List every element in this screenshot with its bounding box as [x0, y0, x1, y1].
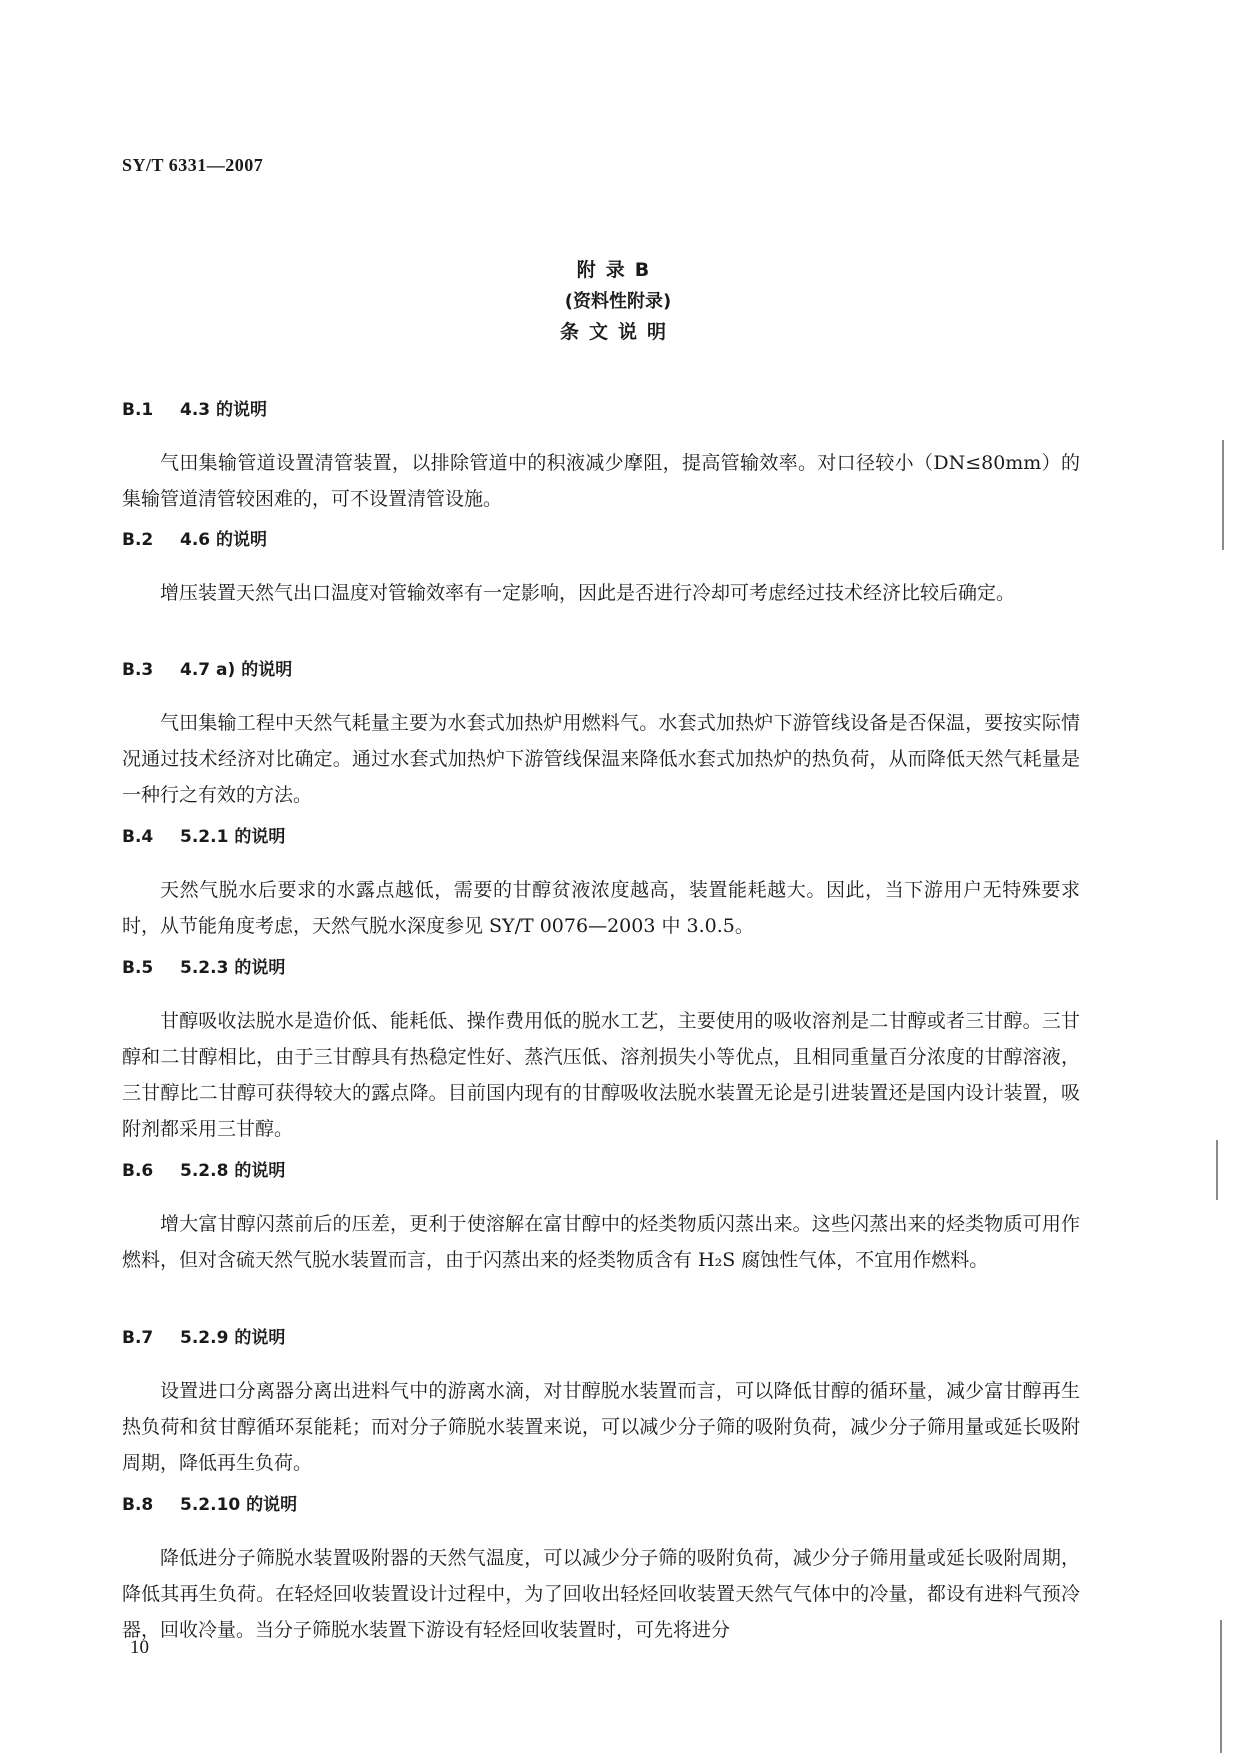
section-b2 [122, 525, 1080, 611]
section-body: 气田集输管道设置清管装置，以排除管道中的积液减少摩阻，提高管输效率。对口径较小（DN≤80mm）的集输管道清管较困难的，可不设置清管设施。 [122, 452, 1080, 510]
section-title: 4.6 的说明 [180, 530, 268, 550]
section-title: 5.2.3 的说明 [180, 958, 286, 978]
appendix-title: 附录B [576, 259, 660, 281]
section-number: B.1 [122, 400, 154, 420]
section-title: 4.7 a) 的说明 [180, 660, 293, 680]
appendix-subtitle: (资料性附录) [564, 291, 672, 312]
scan-edge-mark [1222, 440, 1224, 550]
standard-code: SY/T 6331—2007 [122, 155, 264, 175]
section-heading [122, 525, 1080, 555]
section-number: B.2 [122, 530, 154, 550]
section-heading [122, 1490, 1080, 1520]
section-number: B.5 [122, 958, 154, 978]
section-heading [122, 822, 1080, 852]
section-number: B.6 [122, 1161, 154, 1181]
section-number: B.3 [122, 660, 154, 680]
section-body: 天然气脱水后要求的水露点越低，需要的甘醇贫液浓度越高，装置能耗越大。因此，当下游用户无特殊要求时，从节能角度考虑，天然气脱水深度参见 SY/T 0076—2003 中 3.0.5。 [122, 879, 1080, 937]
section-b4 [122, 822, 1080, 944]
section-number: B.8 [122, 1495, 154, 1515]
section-body: 增压装置天然气出口温度对管输效率有一定影响，因此是否进行冷却可考虑经过技术经济比较后确定。 [160, 582, 1016, 604]
section-title: 5.2.8 的说明 [180, 1161, 286, 1181]
scan-edge-mark [1220, 1620, 1222, 1753]
section-heading [122, 395, 1080, 425]
section-body: 降低进分子筛脱水装置吸附器的天然气温度，可以减少分子筛的吸附负荷，减少分子筛用量或延长吸附周期，降低其再生负荷。在轻烃回收装置设计过程中，为了回收出轻烃回收装置天然气气体中的冷量，都设有进料气预冷器，回收冷量。当分子筛脱水装置下游设有轻烃回收装置时，可先将进分 [122, 1547, 1080, 1641]
page-number: 10 [130, 1637, 149, 1658]
section-body: 气田集输工程中天然气耗量主要为水套式加热炉用燃料气。水套式加热炉下游管线设备是否保温，要按实际情况通过技术经济对比确定。通过水套式加热炉下游管线保温来降低水套式加热炉的热负荷，从而降低天然气耗量是一种行之有效的方法。 [122, 712, 1080, 806]
appendix-titles [0, 255, 1236, 348]
section-heading [122, 1323, 1080, 1353]
appendix-heading: 条文说明 [559, 321, 676, 343]
section-body: 甘醇吸收法脱水是造价低、能耗低、操作费用低的脱水工艺，主要使用的吸收溶剂是二甘醇或者三甘醇。三甘醇和二甘醇相比，由于三甘醇具有热稳定性好、蒸汽压低、溶剂损失小等优点，且相同重量百分浓度的甘醇溶液，三甘醇比二甘醇可获得较大的露点降。目前国内现有的甘醇吸收法脱水装置无论是引进装置还是国内设计装置，吸附剂都采用三甘醇。 [122, 1010, 1080, 1140]
section-heading [122, 655, 1080, 685]
section-b6 [122, 1156, 1080, 1278]
section-number: B.4 [122, 827, 154, 847]
section-title: 5.2.1 的说明 [180, 827, 286, 847]
section-b3 [122, 655, 1080, 813]
section-title: 4.3 的说明 [180, 400, 268, 420]
section-heading [122, 953, 1080, 983]
section-number: B.7 [122, 1328, 154, 1348]
section-title: 5.2.10 的说明 [180, 1495, 298, 1515]
section-b8 [122, 1490, 1080, 1648]
section-title: 5.2.9 的说明 [180, 1328, 286, 1348]
section-b7 [122, 1323, 1080, 1481]
section-b5 [122, 953, 1080, 1147]
section-body: 设置进口分离器分离出进料气中的游离水滴，对甘醇脱水装置而言，可以降低甘醇的循环量，减少富甘醇再生热负荷和贫甘醇循环泵能耗；而对分子筛脱水装置来说，可以减少分子筛的吸附负荷，减少分子筛用量或延长吸附周期，降低再生负荷。 [122, 1380, 1080, 1474]
section-body: 增大富甘醇闪蒸前后的压差，更利于使溶解在富甘醇中的烃类物质闪蒸出来。这些闪蒸出来的烃类物质可用作燃料，但对含硫天然气脱水装置而言，由于闪蒸出来的烃类物质含有 H₂S 腐蚀性气体，不宜用作燃料。 [122, 1213, 1080, 1271]
section-b1 [122, 395, 1080, 517]
section-heading [122, 1156, 1080, 1186]
scan-edge-mark [1216, 1140, 1218, 1200]
